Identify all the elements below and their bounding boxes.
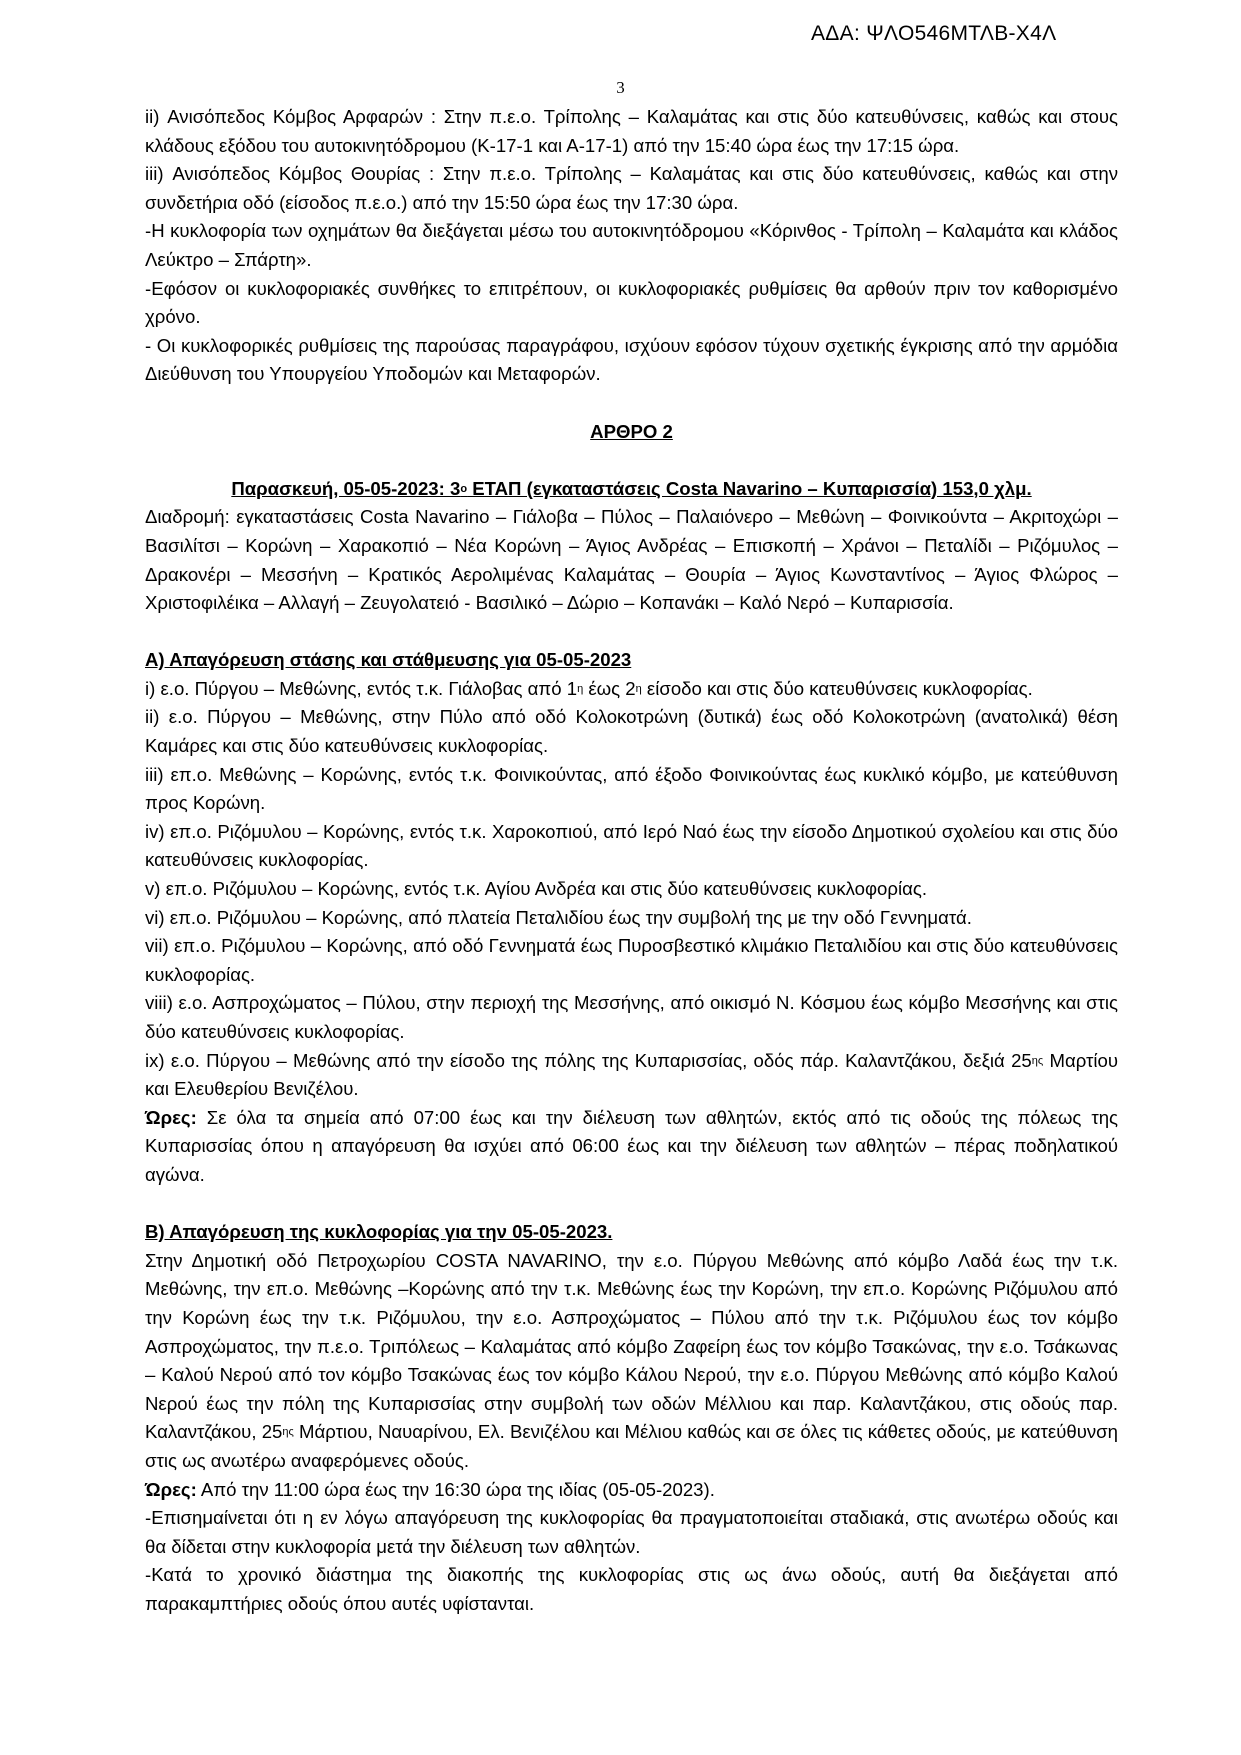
- stage-heading-text: ΕΤΑΠ (εγκαταστάσεις Costa Navarino – Κυπαρισσία) 153,0 χλμ.: [467, 477, 1032, 499]
- body-text: Μάρτιου, Ναυαρίνου, Ελ. Βενιζέλου και Μέλιου καθώς και σε όλες τις κάθετες οδούς, με κατεύθυνση στις ως ανωτέρω αναφερόμενες οδούς.: [145, 1421, 1118, 1471]
- document-body: [145, 103, 1118, 1618]
- list-item: iv) επ.ο. Ριζόμυλου – Κορώνης, εντός τ.κ. Χαροκοπιού, από Ιερό Ναό έως την είσοδο Δημοτικού σχολείου και στις δύο κατευθύνσεις κυκλοφορίας.: [145, 820, 1118, 871]
- section-b-title: Β) Απαγόρευση της κυκλοφορίας για την 05-05-2023.: [145, 1221, 613, 1243]
- superscript: η: [577, 682, 584, 695]
- list-item: vii) επ.ο. Ριζόμυλου – Κορώνης, από οδό Γεννηματά έως Πυροσβεστικό κλιμάκιο Πεταλιδίου και στις δύο κατευθύνσεις κυκλοφορίας.: [145, 935, 1118, 985]
- list-item-text: ix) ε.ο. Πύργου – Μεθώνης από την είσοδο της πόλης της Κυπαρισσίας, οδός πάρ. Καλαντζάκου, δεξιά 25: [145, 1049, 1032, 1071]
- list-item-text: Μαρτίου και Ελευθερίου Βενιζέλου.: [145, 1049, 1119, 1100]
- intro-paragraph: -Εφόσον οι κυκλοφοριακές συνθήκες το επιτρέπουν, οι κυκλοφοριακές ρυθμίσεις θα αρθούν πριν τον καθορισμένο χρόνο.: [145, 277, 1118, 328]
- stage-heading-text: Παρασκευή, 05-05-2023: 3: [231, 477, 461, 499]
- superscript: η: [635, 682, 642, 695]
- stage-heading: [145, 475, 1118, 504]
- hours-paragraph: [145, 1476, 1118, 1505]
- list-item: vi) επ.ο. Ριζόμυλου – Κορώνης, από πλατεία Πεταλιδίου έως την συμβολή της με την οδό Γεννηματά.: [145, 906, 972, 928]
- list-item: [145, 675, 1118, 704]
- list-item-text: είσοδο και στις δύο κατευθύνσεις κυκλοφορίας.: [641, 677, 1033, 699]
- list-item: iii) επ.ο. Μεθώνης – Κορώνης, εντός τ.κ. Φοινικούντας, από έξοδο Φοινικούντας έως κυκλικό κόμβο, με κατεύθυνση προς Κορώνη.: [145, 763, 1118, 814]
- superscript: ης: [282, 1426, 294, 1439]
- stage-superscript: ο: [460, 482, 468, 495]
- hours-text: Από την 11:00 ώρα έως την 16:30 ώρα της ιδίας (05-05-2023).: [196, 1478, 715, 1500]
- intro-paragraph: iii) Ανισόπεδος Κόμβος Θουρίας : Στην π.ε.ο. Τρίπολης – Καλαμάτας και στις δύο κατευθύνσεις, καθώς και στην συνδετήρια οδό (είσοδος π.ε.ο.) από την 15:50 ώρα έως την 17:30 ώρα.: [145, 163, 1118, 213]
- list-item: viii) ε.ο. Ασπροχώματος – Πύλου, στην περιοχή της Μεσσήνης, από οικισμό Ν. Κόσμου έως κόμβο Μεσσήνης και στις δύο κατευθύνσεις κυκλοφορίας.: [145, 992, 1118, 1042]
- hours-paragraph: [145, 1104, 1118, 1190]
- intro-paragraph: ii) Ανισόπεδος Κόμβος Αρφαρών : Στην π.ε.ο. Τρίπολης – Καλαμάτας και στις δύο κατευθύνσεις, καθώς και στους κλάδους εξόδου του αυτοκινητόδρομου (Κ-17-1 και Α-17-1) από την 15:40 ώρα έως την 17:15 ώρα.: [145, 106, 1118, 156]
- hours-label: Ώρες:: [145, 1478, 197, 1500]
- note-paragraph: -Κατά το χρονικό διάστημα της διακοπής της κυκλοφορίας στις ως άνω οδούς, αυτή θα διεξάγεται από παρακαμπτήριες οδούς όπου αυτές υφίστανται.: [145, 1564, 1118, 1614]
- note-paragraph: -Επισημαίνεται ότι η εν λόγω απαγόρευση της κυκλοφορίας θα πραγματοποιείται σταδιακά, στις ανωτέρω οδούς και θα δίδεται στην κυκλοφορία μετά την διέλευση των αθλητών.: [145, 1507, 1118, 1557]
- ada-code: ΑΔΑ: ΨΛΟ546ΜΤΛΒ-Χ4Λ: [811, 22, 1057, 45]
- hours-label: Ώρες:: [145, 1106, 197, 1128]
- list-item: ii) ε.ο. Πύργου – Μεθώνης, στην Πύλο από οδό Κολοκοτρώνη (δυτικά) έως οδό Κολοκοτρώνη (ανατολικά) θέση Καμάρες και στις δύο κατευθύνσεις κυκλοφορίας.: [145, 706, 1118, 757]
- list-item: v) επ.ο. Ριζόμυλου – Κορώνης, εντός τ.κ. Αγίου Ανδρέα και στις δύο κατευθύνσεις κυκλοφορίας.: [145, 878, 927, 900]
- page-number: 3: [616, 78, 625, 97]
- list-item-text: i) ε.ο. Πύργου – Μεθώνης, εντός τ.κ. Γιάλοβας από 1: [145, 677, 578, 699]
- route-paragraph: Διαδρομή: εγκαταστάσεις Costa Navarino – Γιάλοβα – Πύλος – Παλαιόνερο – Μεθώνη – Φοινικούντα – Ακριτοχώρι – Βασιλίτσι – Κορώνη – Χαρακοπιό – Νέα Κορώνη – Άγιος Ανδρέας – Επισκοπή – Χράνοι – Πεταλίδι – Ριζόμυλος – Δρακονέρι – Μεσσήνη – Κρατικός Αερολιμένας Καλαμάτας – Θουρία – Άγιος Κωνσταντίνος – Άγιος Φλώρος – Χριστοφιλέικα – Αλλαγή – Ζευγολατειό - Βασιλικό – Δώριο – Κοπανάκι – Καλό Νερό – Κυπαρισσία.: [145, 506, 1118, 614]
- article-title: ΑΡΘΡΟ 2: [590, 420, 673, 442]
- section-a-title: Α) Απαγόρευση στάσης και στάθμευσης για 05-05-2023: [145, 649, 632, 671]
- list-item-text: έως 2: [583, 677, 636, 699]
- list-item: [145, 1047, 1118, 1104]
- intro-paragraph: - Οι κυκλοφορικές ρυθμίσεις της παρούσας παραγράφου, ισχύουν εφόσον τύχουν σχετικής έγκρισης από την αρμόδια Διεύθυνση του Υπουργείου Υποδομών και Μεταφορών.: [145, 334, 1118, 385]
- section-b-body: [145, 1247, 1118, 1476]
- intro-paragraph: -Η κυκλοφορία των οχημάτων θα διεξάγεται μέσω του αυτοκινητόδρομου «Κόρινθος - Τρίπολη – Καλαμάτα και κλάδος Λεύκτρο – Σπάρτη».: [145, 220, 1118, 270]
- hours-text: Σε όλα τα σημεία από 07:00 έως και την διέλευση των αθλητών, εκτός από τις οδούς της πόλεως της Κυπαρισσίας όπου η απαγόρευση θα ισχύει από 06:00 έως και την διέλευση των αθλητών – πέρας ποδηλατικού αγώνα.: [145, 1106, 1118, 1185]
- superscript: ης: [1031, 1054, 1044, 1067]
- body-text: Στην Δημοτική οδό Πετροχωρίου COSTA NAVARINO, την ε.ο. Πύργου Μεθώνης από κόμβο Λαδά έως την τ.κ. Μεθώνης, την επ.ο. Μεθώνης –Κορώνης από την τ.κ. Μεθώνης έως την Κορώνη, την επ.ο. Κορώνης Ριζόμυλου από την Κορώνη έως την τ.κ. Ριζόμυλου, την ε.ο. Ασπροχώματος – Πύλου από την τ.κ. Ριζόμυλου έως τον κόμβο Ασπροχώματος, την π.ε.ο. Τριπόλεως – Καλαμάτας από κόμβο Ζαφείρη έως τον κόμβο Τσακώνας, την ε.ο. Τσάκωνας – Καλού Νερού από τον κόμβο Τσακώνας έως τον κόμβο Κάλου Νερού, την ε.ο. Πύργου Μεθώνης από κόμβο Καλού Νερού έως την πόλη της Κυπαρισσίας στην συμβολή των οδών Μέλλιου και παρ. Καλαντζάκου, στις οδούς παρ. Καλαντζάκου, 25: [145, 1249, 1118, 1443]
